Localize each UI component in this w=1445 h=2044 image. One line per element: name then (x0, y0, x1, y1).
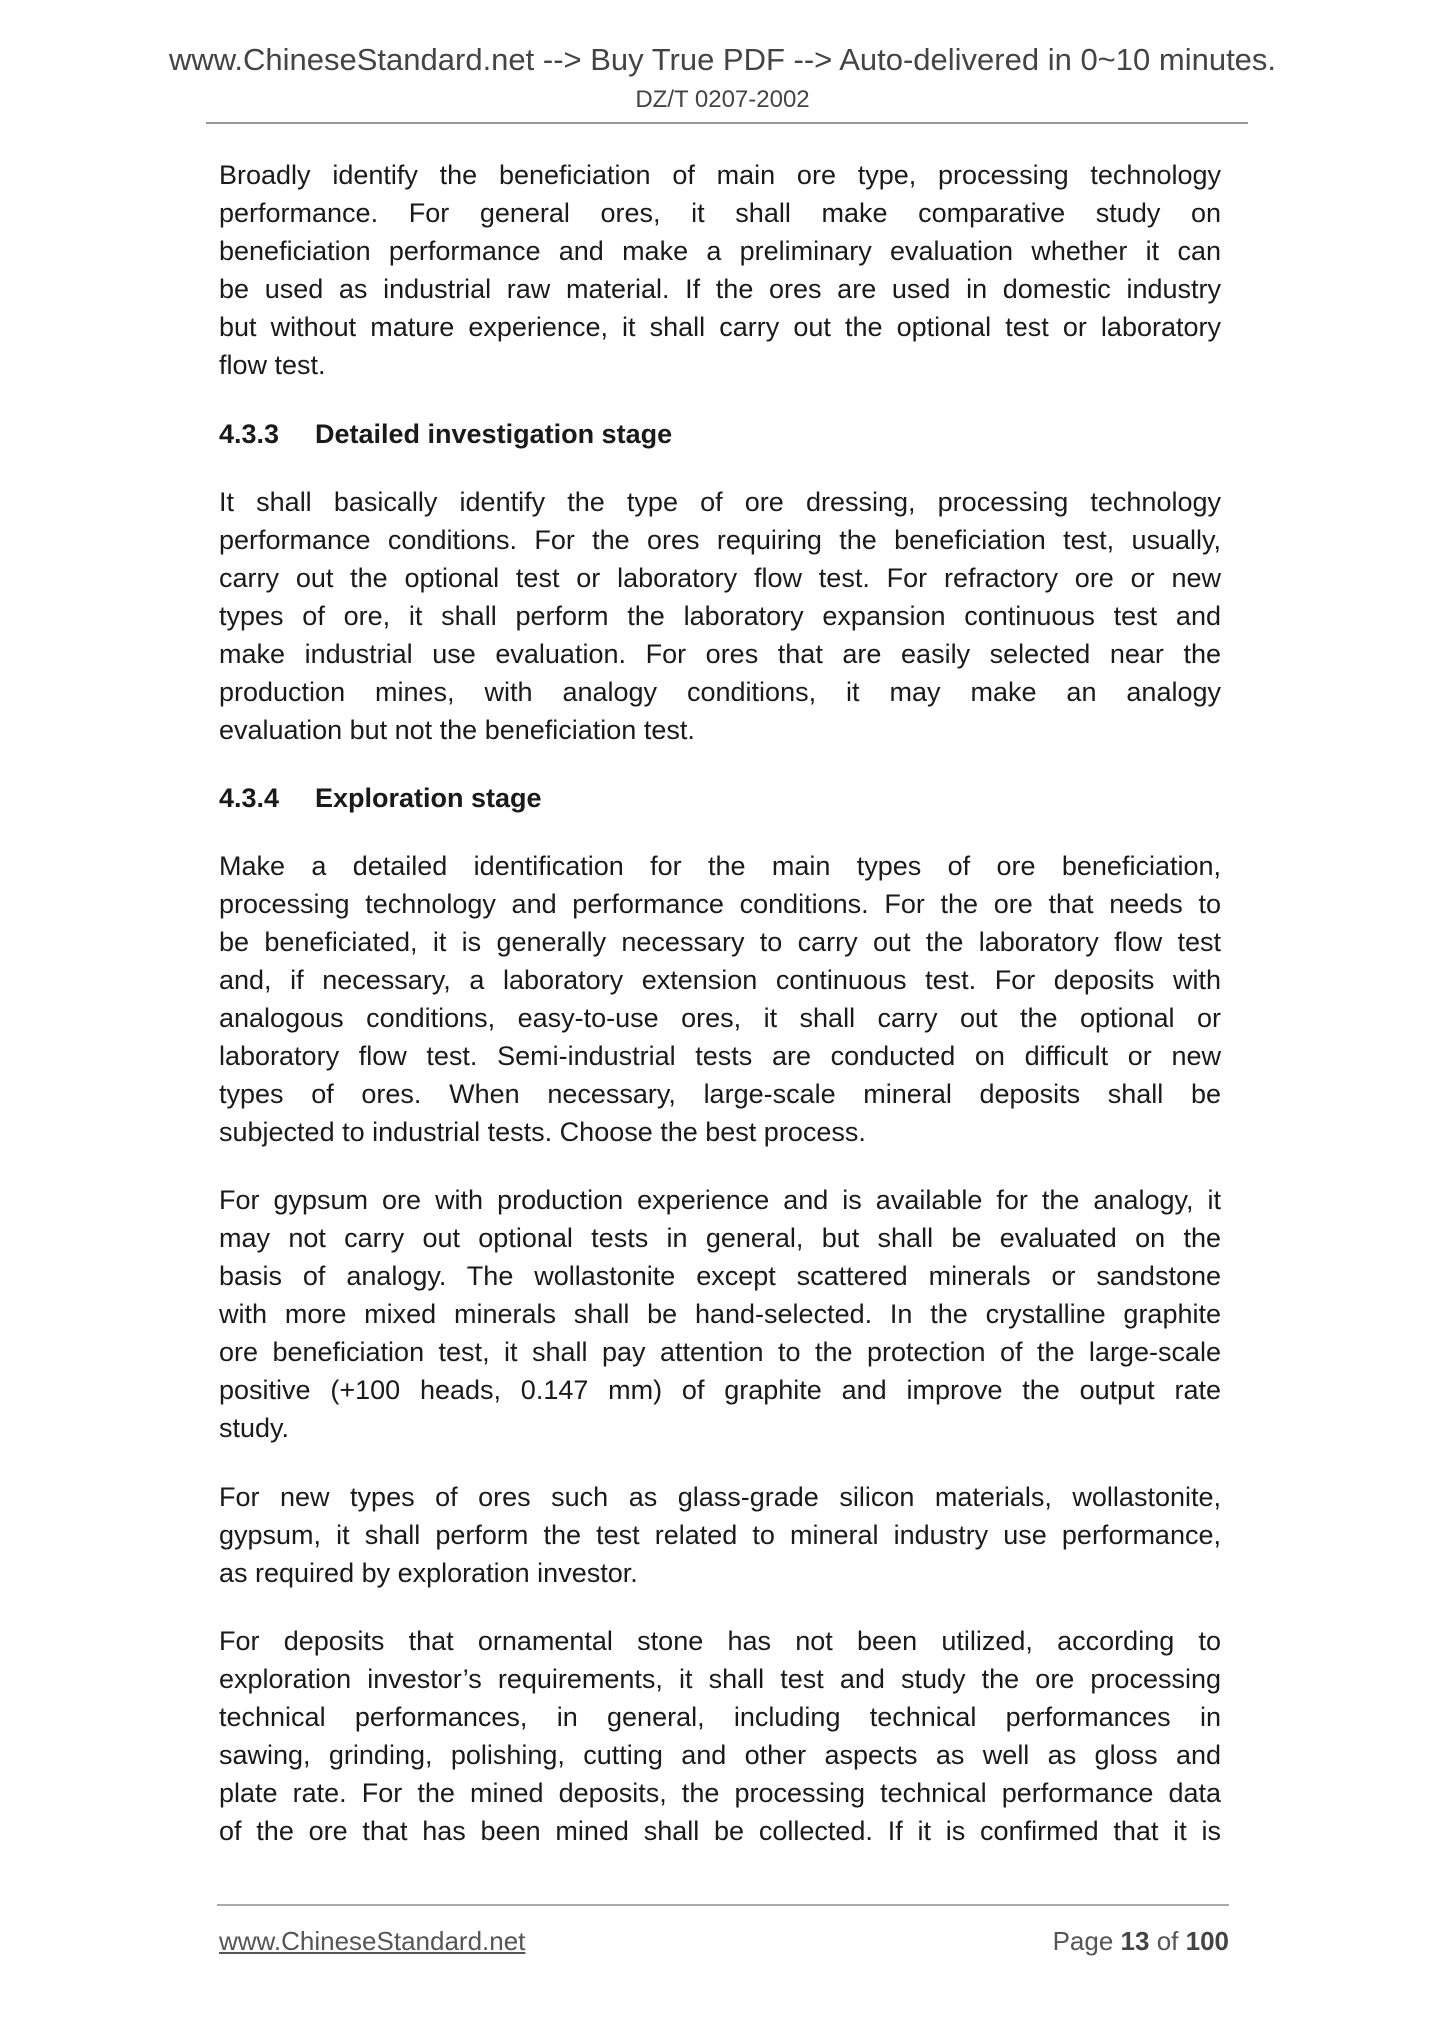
text-line: performance conditions. For the ores requiring the beneficiation test, usually, (219, 525, 1221, 555)
text-line: evaluation but not the beneficiation test. (219, 715, 695, 745)
text-line: study. (219, 1413, 290, 1443)
page-prefix: Page (1052, 1926, 1114, 1956)
section-number: 4.3.4 (219, 783, 280, 813)
text-line: basis of analogy. The wollastonite except scattered minerals or sandstone (219, 1261, 1221, 1291)
text-line: It shall basically identify the type of ore dressing, processing technology (219, 487, 1221, 517)
text-line: For deposits that ornamental stone has not been utilized, according to (219, 1626, 1221, 1656)
footer-website-link[interactable]: www.ChineseStandard.net (219, 1926, 526, 1956)
page-current: 13 (1120, 1926, 1150, 1956)
text-line: beneficiation performance and make a preliminary evaluation whether it can (219, 236, 1221, 266)
text-line: exploration investor’s requirements, it shall test and study the ore processing (219, 1664, 1221, 1694)
footer-divider (217, 1904, 1229, 1906)
page-of: of (1156, 1926, 1179, 1956)
text-line: technical performances, in general, including technical performances in (219, 1702, 1221, 1732)
header-banner: www.ChineseStandard.net --> Buy True PDF --> Auto-delivered in 0~10 minutes. (168, 42, 1277, 77)
text-line: ore beneficiation test, it shall pay attention to the protection of the large-scale (219, 1337, 1221, 1367)
text-line: may not carry out optional tests in general, but shall be evaluated on the (219, 1223, 1221, 1253)
text-line: production mines, with analogy conditions, it may make an analogy (219, 677, 1221, 707)
text-line: be beneficiated, it is generally necessary to carry out the laboratory flow test (219, 927, 1221, 957)
text-line: For gypsum ore with production experience and is available for the analogy, it (219, 1185, 1221, 1215)
text-line: subjected to industrial tests. Choose the best process. (219, 1117, 866, 1147)
text-line: Broadly identify the beneficiation of main ore type, processing technology (219, 160, 1221, 190)
text-line: and, if necessary, a laboratory extension continuous test. For deposits with (219, 965, 1221, 995)
section-number: 4.3.3 (219, 419, 280, 449)
text-line: be used as industrial raw material. If the ores are used in domestic industry (219, 274, 1221, 304)
text-line: gypsum, it shall perform the test related to mineral industry use performance, (219, 1520, 1221, 1550)
header-divider (206, 122, 1248, 124)
text-line: laboratory flow test. Semi-industrial tests are conducted on difficult or new (219, 1041, 1221, 1071)
text-line: but without mature experience, it shall carry out the optional test or laboratory (219, 312, 1221, 342)
section-title: Exploration stage (315, 783, 542, 813)
text-line: Make a detailed identification for the main types of ore beneficiation, (219, 851, 1221, 881)
text-line: processing technology and performance conditions. For the ore that needs to (219, 889, 1221, 919)
text-line: types of ores. When necessary, large-scale mineral deposits shall be (219, 1079, 1221, 1109)
section-title: Detailed investigation stage (315, 419, 673, 449)
text-line: flow test. (219, 350, 326, 380)
paragraph (219, 847, 1221, 1151)
paragraph (219, 1181, 1221, 1447)
text-line: positive (+100 heads, 0.147 mm) of graphite and improve the output rate (219, 1375, 1221, 1405)
text-line: of the ore that has been mined shall be collected. If it is confirmed that it is (219, 1816, 1221, 1846)
text-line: For new types of ores such as glass-grade silicon materials, wollastonite, (219, 1482, 1221, 1512)
paragraph (219, 156, 1221, 384)
text-line: as required by exploration investor. (219, 1558, 638, 1588)
text-line: plate rate. For the mined deposits, the processing technical performance data (219, 1778, 1221, 1808)
text-line: performance. For general ores, it shall make comparative study on (219, 198, 1221, 228)
page-total: 100 (1185, 1926, 1229, 1956)
section-heading-4-3-4 (219, 779, 542, 817)
text-line: analogous conditions, easy-to-use ores, it shall carry out the optional or (219, 1003, 1221, 1033)
text-line: carry out the optional test or laboratory flow test. For refractory ore or new (219, 563, 1221, 593)
standard-code: DZ/T 0207-2002 (635, 86, 810, 113)
text-line: sawing, grinding, polishing, cutting and other aspects as well as gloss and (219, 1740, 1221, 1770)
text-line: with more mixed minerals shall be hand-selected. In the crystalline graphite (219, 1299, 1221, 1329)
text-line: types of ore, it shall perform the laboratory expansion continuous test and (219, 601, 1221, 631)
page-indicator (1053, 1926, 1229, 1957)
section-heading-4-3-3 (219, 415, 672, 453)
paragraph (219, 1622, 1221, 1850)
paragraph (219, 483, 1221, 749)
paragraph (219, 1478, 1221, 1592)
text-line: make industrial use evaluation. For ores that are easily selected near the (219, 639, 1221, 669)
